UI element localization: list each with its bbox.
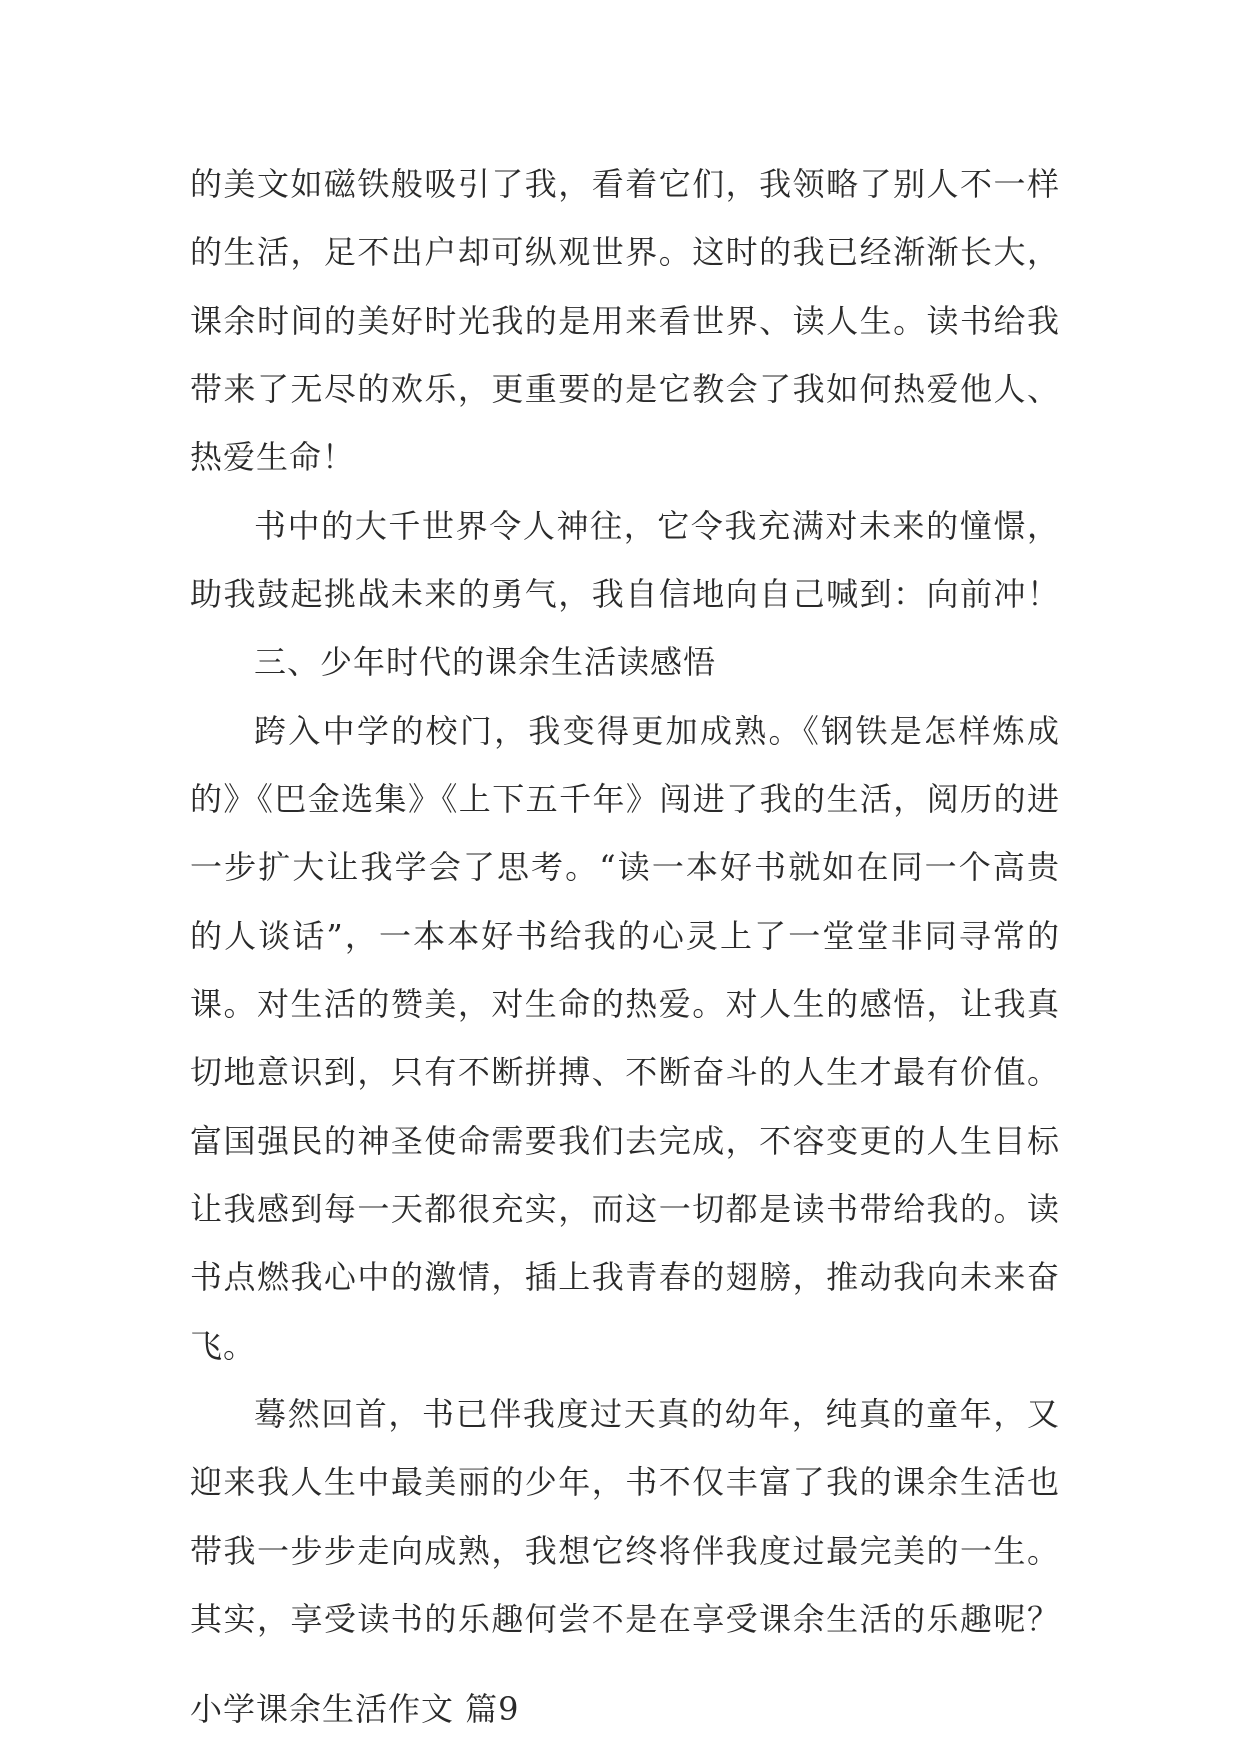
text-line: 的美文如磁铁般吸引了我，看着它们，我领略了别人不一样 bbox=[190, 165, 1060, 203]
text-line: 飞。 bbox=[190, 1327, 257, 1365]
text-line: 迎来我人生中最美丽的少年，书不仅丰富了我的课余生活也 bbox=[190, 1463, 1060, 1501]
text-line: 书点燃我心中的激情，插上我青春的翅膀，推动我向未来奋 bbox=[190, 1258, 1060, 1296]
text-line: 的》《巴金选集》《上下五千年》闯进了我的生活，阅历的进 bbox=[190, 780, 1060, 818]
text-line: 课余时间的美好时光我的是用来看世界、读人生。读书给我 bbox=[190, 302, 1060, 340]
text-line: 其实，享受读书的乐趣何尝不是在享受课余生活的乐趣呢？ bbox=[190, 1600, 1060, 1638]
text-line: 热爱生命！ bbox=[190, 438, 356, 476]
subsection-heading: 三、少年时代的课余生活读感悟 bbox=[254, 643, 717, 681]
text-line: 的人谈话”，一本本好书给我的心灵上了一堂堂非同寻常的 bbox=[190, 917, 1060, 955]
text-line: 蓦然回首，书已伴我度过天真的幼年，纯真的童年，又 bbox=[254, 1395, 1060, 1433]
text-line: 让我感到每一天都很充实，而这一切都是读书带给我的。读 bbox=[190, 1190, 1060, 1228]
text-line: 课。对生活的赞美，对生命的热爱。对人生的感悟，让我真 bbox=[190, 985, 1060, 1023]
section-title: 小学课余生活作文 篇9 bbox=[190, 1690, 520, 1728]
text-line: 切地意识到，只有不断拼搏、不断奋斗的人生才最有价值。 bbox=[190, 1053, 1060, 1091]
text-line: 富国强民的神圣使命需要我们去完成，不容变更的人生目标 bbox=[190, 1122, 1060, 1160]
text-line: 的生活，足不出户却可纵观世界。这时的我已经渐渐长大， bbox=[190, 233, 1060, 271]
text-line: 带我一步步走向成熟，我想它终将伴我度过最完美的一生。 bbox=[190, 1532, 1060, 1570]
text-line: 跨入中学的校门，我变得更加成熟。《钢铁是怎样炼成 bbox=[254, 712, 1060, 750]
text-line: 书中的大千世界令人神往，它令我充满对未来的憧憬， bbox=[254, 507, 1060, 545]
text-line: 带来了无尽的欢乐，更重要的是它教会了我如何热爱他人、 bbox=[190, 370, 1060, 408]
text-line: 一步扩大让我学会了思考。“读一本好书就如在同一个高贵 bbox=[190, 848, 1060, 886]
text-line: 助我鼓起挑战未来的勇气，我自信地向自己喊到：向前冲！ bbox=[190, 575, 1060, 613]
